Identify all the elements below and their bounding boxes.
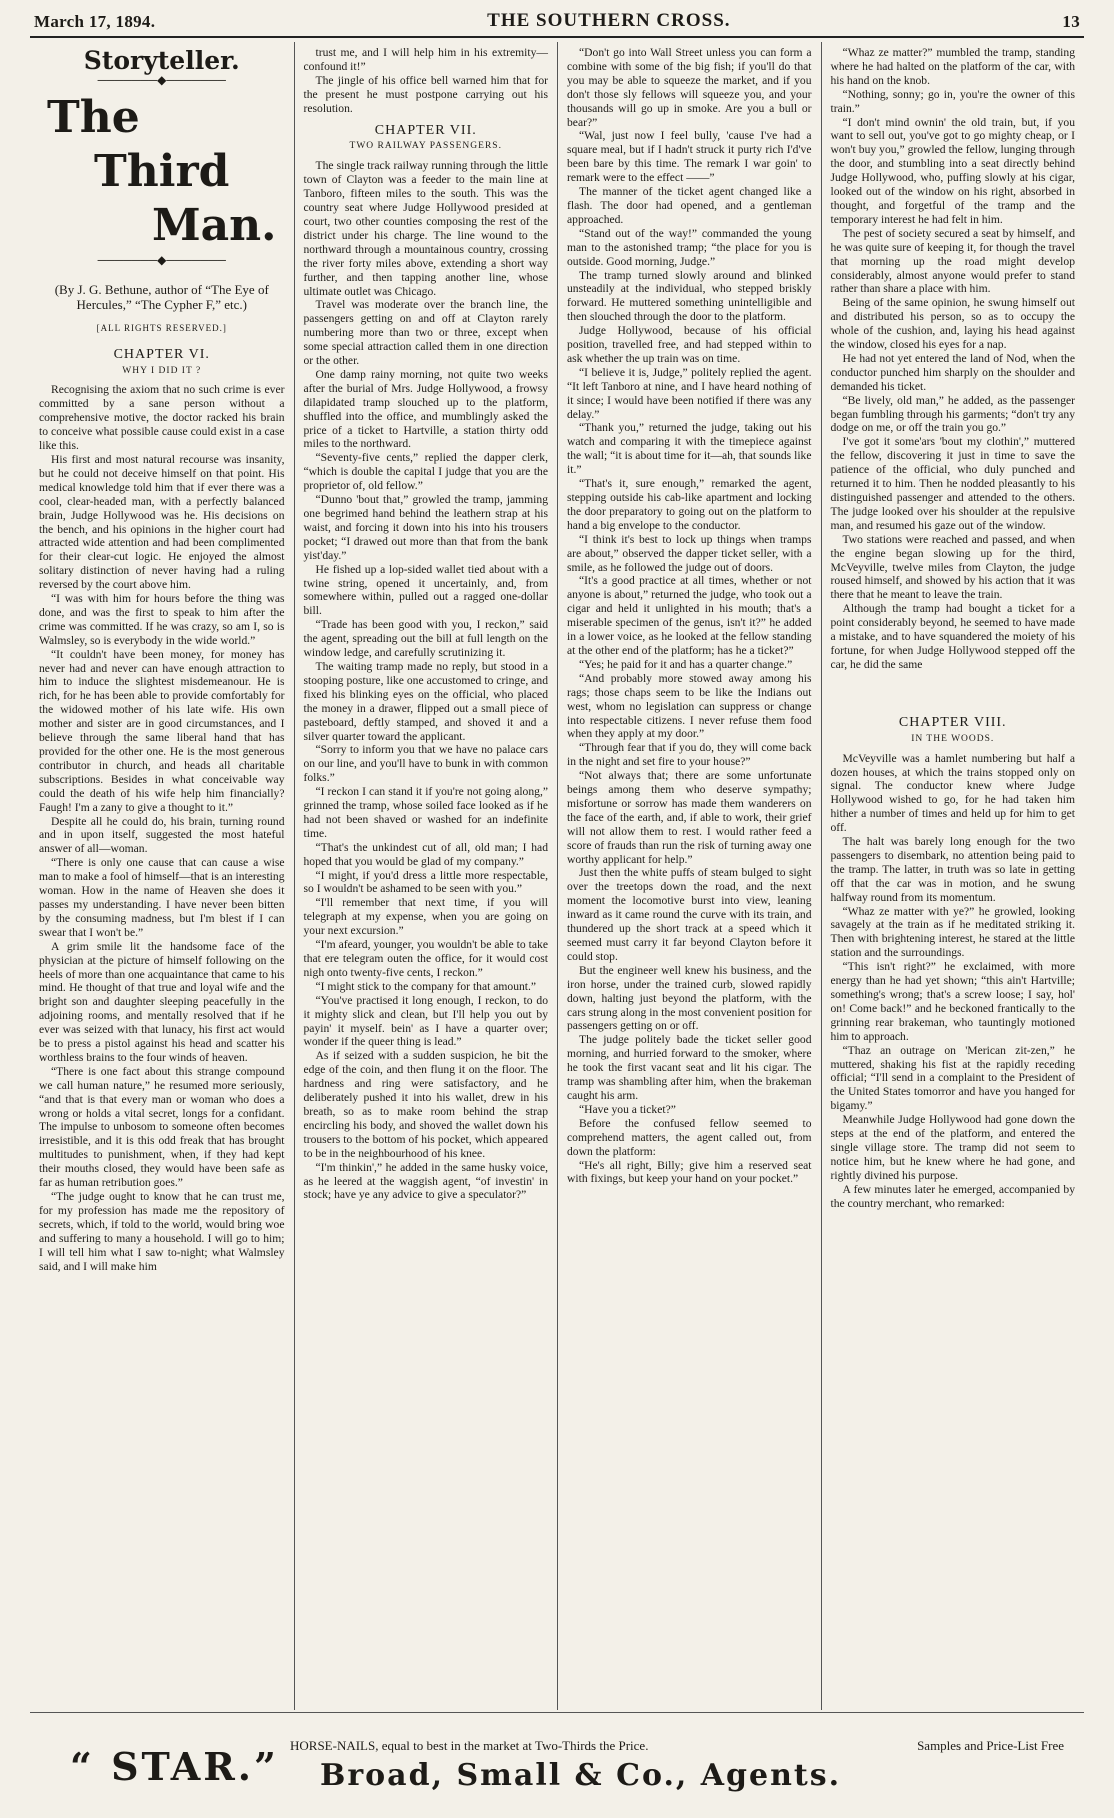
paragraph: “You've practised it long enough, I reckon, to do it mighty slick and clean, but I'll help you out by payin' it myself. bein' as I have a quarter over; wonder if the queer thing is lead.” xyxy=(303,993,548,1049)
paragraph: “Whaz ze matter?” mumbled the tramp, standing where he had halted on the platform of the car, with his hand on the knob. xyxy=(830,46,1075,87)
column-3 xyxy=(557,42,821,1710)
paragraph: “Have you a ticket?” xyxy=(579,1102,676,1116)
ad-agents: Broad, Small & Co., Agents. xyxy=(320,1758,842,1793)
paragraph: “Don't go into Wall Street unless you can form a combine with some of the big fish; if you'll do that you may be able to squeeze the market, and if you don't those sly fellows will squeeze you, and your thousands will go up in smoke. Are you a bull or bear?” xyxy=(567,46,812,129)
paragraph: “I reckon I can stand it if you're not going along,” grinned the tramp, whose soiled face looked as if he had not been shaved or washed for an indefinite time. xyxy=(303,785,548,840)
chapter-spacer xyxy=(831,672,1076,708)
paragraph: “I believe it is, Judge,” politely replied the agent. “It left Tanboro at nine, and I have heard nothing of it since; I would have been notified if there was any delay.” xyxy=(567,365,812,421)
page-number: 13 xyxy=(1062,12,1080,31)
paragraph: “I think it's best to lock up things when tramps are about,” observed the dapper ticket seller, with a smile, as he followed the judge out of doors. xyxy=(567,532,812,574)
paragraph: trust me, and I will help him in his extremity—confound it!” xyxy=(303,46,548,73)
paragraph: “That's it, sure enough,” remarked the agent, stepping outside his cab-like apartment and locking the door preparatory to going out on the platform to hand a big envelope to the conductor. xyxy=(567,477,812,532)
paragraph: He fished up a lop-sided wallet tied about with a twine string, opened it uncertainly, and, from somewhere within, pulled out a ragged one-dollar bill. xyxy=(303,562,548,618)
byline: (By J. G. Bethune, author of “The Eye of Hercules,” “The Cypher F,” etc.) xyxy=(54,281,269,312)
ornament-divider: ───────◆─────── xyxy=(97,252,226,267)
paragraph: “I might stick to the company for that amount.” xyxy=(315,979,537,993)
story-text xyxy=(39,383,285,1273)
paragraph: Judge Hollywood, because of his official position, travelled free, and had stepped within to ask whether the up train was on time. xyxy=(567,324,812,365)
paragraph: He had not yet entered the land of Nod, when the conductor punched him sharply on the shoulder and demanded his ticket. xyxy=(830,351,1075,393)
paragraph: “I might, if you'd dress a little more respectable, so I wouldn't be ashamed to be seen with you.” xyxy=(303,868,548,896)
paragraph: A few minutes later he emerged, accompanied by the country merchant, who remarked: xyxy=(830,1182,1075,1210)
newspaper-title: THE SOUTHERN CROSS. xyxy=(487,10,731,31)
paragraph: The jingle of his office bell warned him that for the present he must postpone carrying out his resolution. xyxy=(303,73,548,115)
paragraph: “Thank you,” returned the judge, taking out his watch and comparing it with the timepiece against the wall; “it is about time for it—ah, that sounds like it.” xyxy=(567,421,812,477)
chapter-subtitle: TWO RAILWAY PASSENGERS. xyxy=(349,141,502,152)
paragraph: Before the confused fellow seemed to comprehend matters, the agent called out, from down the platform: xyxy=(567,1116,812,1158)
rights-notice: [ALL RIGHTS RESERVED.] xyxy=(96,322,227,333)
paragraph: “Whaz ze matter with ye?” he growled, looking savagely at the train as if he meditated striking it. Then with brightening interest, he stared at the little station and the surroundings. xyxy=(830,904,1075,960)
paragraph: Being of the same opinion, he swung himself out and distributed his person, so as to occupy the whole of the cushion, and, laying his head against the window, closed his eyes for a nap. xyxy=(830,296,1075,352)
ad-brand: “ STAR.” xyxy=(70,1744,279,1789)
story-title-line-1: The xyxy=(47,91,140,143)
paragraph: The single track railway running through the little town of Clayton was a feeder to the main line at Tanboro, fifteen miles to the south. This was the country seat where Judge Hollywood presided at court, two other counties composing the rest of the district under his charge. The line wound to the northward through a mountainous country, crossing the river forty miles above, extending a short way further, and then tapping another line, whose ultimate outlet was Chicago. xyxy=(303,159,548,298)
paragraph: Despite all he could do, his brain, turning round and in upon itself, suggested the most hateful answer of all—woman. xyxy=(39,814,285,856)
section-heading: Storyteller. xyxy=(83,46,240,75)
paragraph: “Dunno 'bout that,” growled the tramp, jamming one begrimed hand behind the leathern strap at his waist, and forcing it down into his into his trousers pocket; “I drawed out more than that from the bank yist'day.” xyxy=(303,493,548,562)
chapter-heading: CHAPTER VIII. xyxy=(898,714,1007,730)
paragraph: Travel was moderate over the branch line, the passengers getting on and off at Clayton rarely numbering more than two or three, except when some special attraction called them in one direction or the other. xyxy=(303,298,548,368)
paragraph: “It couldn't have been money, for money has never had and never can have enough attraction to him to induce the slightest misdemeanour. He is rich, for he has been able to provide comfortably for the widowed mother of his late wife. His own mother and sister are in good circumstances, and I believe through the same liberal hand that has provided for the other one. He is the most generous contributor in church, and heads all charitable subscriptions. Besides in what conceivable way could the death of his wife help him financially? Faugh! I'm a zany to give a thought to it.” xyxy=(39,647,285,814)
paragraph: The tramp turned slowly around and blinked unsteadily at the individual, who stepped briskly forward. He muttered something unintelligible and then slouched through the door to the platform. xyxy=(567,268,812,324)
paragraph: One damp rainy morning, not quite two weeks after the burial of Mrs. Judge Hollywood, a frowsy dilapidated tramp slouched up to the platform, shuffled into the office, and mumblingly asked the price of a ticket to Hartville, a station thirty odd miles to the northward. xyxy=(303,367,548,451)
paragraph: “Nothing, sonny; go in, you're the owner of this train.” xyxy=(830,87,1075,115)
article-columns xyxy=(30,42,1084,1710)
paragraph: The waiting tramp made no reply, but stood in a stooping posture, like one accustomed to cringe, and fixed his blinking eyes on the official, who placed the money in a drawer, flipped out a small piece of pasteboard, deftly stamped, and shoved it and a silver quarter toward the applicant. xyxy=(303,659,548,743)
paragraph: “Thaz an outrage on 'Merican zit-zen,” he muttered, shaking his fist at the rapidly receding official; “I'll send in a complaint to the President of the United States tomorror and have you hanged for bigamy.” xyxy=(830,1043,1075,1113)
paragraph: The halt was barely long enough for the two passengers to disembark, no attention being paid to the tramp. The latter, in truth was so late in getting off that the car was in motion, and he swung halfway round from its momentum. xyxy=(830,835,1075,904)
paragraph: Just then the white puffs of steam bulged to sight over the treetops down the road, and the next moment the locomotive burst into view, leaning inward as it came round the curve with its train, and thundered up the short track at a speed which it seemed must carry it far beyond Clayton before it could stop. xyxy=(567,866,812,963)
column-4 xyxy=(821,42,1085,1710)
paragraph: McVeyville was a hamlet numbering but half a dozen houses, at which the trains stopped only on signal. The conductor knew where Judge Hollywood wished to go, for he had taken him hither a number of times and held up for him to get off. xyxy=(830,751,1075,835)
paragraph: But the engineer well knew his business, and the iron horse, under the trained curb, slowed rapidly down, halting just beyond the platform, with the cars strung along in the most convenient position for passengers getting on or off. xyxy=(567,963,812,1033)
paragraph: “Trade has been good with you, I reckon,” said the agent, spreading out the bill at full length on the window ledge, and carefully scrutinizing it. xyxy=(303,618,548,660)
advertisement xyxy=(30,1738,1084,1808)
paragraph: “I was with him for hours before the thing was done, and was the first to speak to him after the crime was committed. If he was crazy, so am I, so is Walmsley, so is everybody in the wide world.” xyxy=(39,592,285,647)
story-text xyxy=(567,46,812,1186)
paragraph: Meanwhile Judge Hollywood had gone down the steps at the end of the platform, and entered the single village store. The tramp did not seem to notice him, but he knew where he had gone, and rightly divined his purpose. xyxy=(830,1113,1075,1182)
chapter-heading: CHAPTER VII. xyxy=(374,122,477,138)
paragraph: “I'm afeard, younger, you wouldn't be able to take that ere telegram outen the office, for it would cost nigh onto twenty-five cents, I reckon.” xyxy=(303,938,548,979)
paragraph: “Sorry to inform you that we have no palace cars on our line, and you'll have to bunk in with common folks.” xyxy=(303,743,548,785)
footer-rule xyxy=(30,1712,1084,1713)
paragraph: “That's the unkindest cut of all, old man; I had hoped that you would be glad of my company.” xyxy=(303,840,548,868)
paragraph: “He's all right, Billy; give him a reserved seat with fixings, but keep your hand on your pocket.” xyxy=(567,1158,812,1186)
paragraph: The pest of society secured a seat by himself, and he was quite sure of keeping it, for though the travel that morning up the road might develop considerably, almost anyone would prefer to stand rather than share a place with him. xyxy=(830,226,1075,296)
chapter-heading: CHAPTER VI. xyxy=(113,346,210,362)
paragraph: His first and most natural recourse was insanity, but he could not deceive himself on that point. His medical knowledge told him that if ever there was a cool, clear-headed man, with a perfectly balanced brain, Judge Hollywood was he. His decisions on the bench, and his opinions in the higher court had attracted wide attention and had been complimented for their clear-cut logic. He enjoyed the almost solitary distinction of never having had a ruling reversed by the court above him. xyxy=(39,452,285,592)
paragraph: “Seventy-five cents,” replied the dapper clerk, “which is double the capital I judge that you are the proprietor of, old fellow.” xyxy=(303,451,548,493)
paragraph: “Be lively, old man,” he added, as the passenger began fumbling through his garments; “don't try any dodge on me, or off the train you go.” xyxy=(830,393,1075,435)
paragraph: “There is one fact about this strange compound we call human nature,” he resumed more seriously, “and that is that every man or woman who does a wrong or holds a vital secret, longs for a confidant. The impulse to unbosom to someone often becomes irresistible, and it is this odd freak that has brought multitudes to punishment, when, if they had kept their mouths closed, they would have been safe as far as human retribution goes.” xyxy=(39,1064,285,1190)
paragraph: “Wal, just now I feel bully, 'cause I've had a square meal, but if I hadn't struck it purty rich I'd've been bare by this time. The remark I war goin' to remark were to the effect ——” xyxy=(567,129,812,185)
story-title-line-2: Third xyxy=(94,145,230,197)
paragraph: “There is only one cause that can cause a wise man to make a fool of himself—that is an interesting woman. How in the name of Heaven she does it passes my understanding. I have never been bitten by the consuming madness, but I'm blest if I can swear that I won't be.” xyxy=(39,856,285,939)
paragraph: As if seized with a sudden suspicion, he bit the edge of the coin, and then flung it on the floor. The hardness and ring were satisfactory, and he deliberately pushed it into his wallet, drew in his breath, so as to make room behind the strap encircling his body, and shoved the wallet down his trousers to the bottom of his pocket, which appeared to be in the neighbourhood of his knee. xyxy=(303,1049,548,1160)
story-text xyxy=(831,46,1076,672)
ad-copy: HORSE-NAILS, equal to best in the market at Two-Thirds the Price. xyxy=(290,1738,649,1753)
chapter-subtitle: WHY I DID IT ? xyxy=(122,365,202,376)
ornament-divider: ───────◆─────── xyxy=(97,72,226,87)
story-text xyxy=(304,46,549,116)
paragraph: “And probably more stowed away among his rags; those chaps seem to be like the Indians out west, whom no legislation can suppress or change into respectable citizens. I never refuse them food when they apply at my door.” xyxy=(567,671,812,741)
paragraph: “Through fear that if you do, they will come back in the night and set fire to your house?” xyxy=(567,741,812,769)
paragraph: Although the tramp had bought a ticket for a point considerably beyond, he seemed to have made a mistake, and to have squandered the moiety of his fortune, for when Judge Hollywood stepped off the car, he did the same xyxy=(830,602,1075,671)
chapter-subtitle: IN THE WOODS. xyxy=(911,733,995,744)
ad-copy-line xyxy=(290,1738,1064,1754)
paragraph: “Stand out of the way!” commanded the young man to the astonished tramp; “the place for you is outside. Good morning, Judge.” xyxy=(567,226,812,268)
column-2 xyxy=(294,42,558,1710)
paragraph: The judge politely bade the ticket seller good morning, and hurried forward to the smoker, where he took the first vacant seat and lit his cigar. The tramp was shambling after him, when the brakeman caught his arm. xyxy=(567,1033,812,1102)
page-header xyxy=(34,6,1080,32)
paragraph: I've got it some'ars 'bout my clothin',” muttered the fellow, discovering it just in time to save the patience of the official, who duly punched and returned it to him. Then he nodded pleasantly to his distinguished passenger and attended to the others. The judge looked over his shoulder at the repulsive man, and resumed his gaze out of the window. xyxy=(830,435,1075,532)
issue-date: March 17, 1894. xyxy=(34,12,156,31)
paragraph: “The judge ought to know that he can trust me, for my profession has made me the repository of secrets, which, if told to the world, would bring woe and suffering to many a household. I will go to him; I will tell him what I saw to-night; what Walmsley said, and I will make him xyxy=(39,1190,285,1273)
header-rule xyxy=(30,36,1084,38)
story-text xyxy=(831,752,1076,1211)
paragraph: “I'm thinkin',” he added in the same husky voice, as he leered at the waggish agent, “of investin' in stock; have ye any advice to give a speculator?” xyxy=(303,1160,548,1202)
paragraph: “I don't mind ownin' the old train, but, if you want to sell out, you've got to go mighty cheap, or I won't buy you,” growled the fellow, lunging through the door, and stumbling into a seat directly behind Judge Hollywood, who, puffing slowly at his cigar, looked out of the window on his right, absorbed in thought, and forgetful of the tramp and the temporary interest he had felt in him. xyxy=(830,115,1075,226)
story-title-line-3: Man. xyxy=(151,199,277,251)
paragraph: The manner of the ticket agent changed like a flash. The door had opened, and a gentleman approached. xyxy=(567,185,812,226)
story-text xyxy=(304,159,549,1202)
paragraph: Recognising the axiom that no such crime is ever committed by a sane person without a comprehensive motive, the doctor racked his brain to conceive what possible cause could exist in a case like this. xyxy=(39,383,285,453)
paragraph: A grim smile lit the handsome face of the physician at the picture of himself following on the heels of more than one acquaintance that came to his mind. He thought of that true and loyal wife and the bright son and daughter sleeping peacefully in the adjoining rooms, and mentally resolved that if he ever was seized with that lunacy, his first act would be to press a pistol against his head and scatter his worthless brains to the four winds of heaven. xyxy=(39,939,285,1064)
paragraph: “It's a good practice at all times, whether or not anyone is about,” returned the judge, who took out a cigar and held it unlighted in his mouth; that's a miserable specimen of the genus, isn't it?” he added in a lower voice, as he looked at the fellow standing at the other end of the platform; has he a ticket?” xyxy=(567,574,812,657)
paragraph: “Not always that; there are some unfortunate beings among them who deserve sympathy; misfortune or sorrow has made them wanderers on the face of the earth, and, if able to work, their grief will not allow them to rest. I would rather feed a score of frauds than run the risk of turning away one worthy applicant for help.” xyxy=(567,769,812,866)
ad-samples: Samples and Price-List Free xyxy=(917,1738,1064,1753)
column-1 xyxy=(30,42,294,1710)
paragraph: “I'll remember that next time, if you will telegraph at my expense, when you are going on your next excursion.” xyxy=(303,896,548,938)
paragraph: Two stations were reached and passed, and when the engine began slowing up for the third, McVeyville, twelve miles from Clayton, the judge roused himself, and showed by his action that it was there that he meant to leave the train. xyxy=(830,532,1075,602)
paragraph: “Yes; he paid for it and has a quarter change.” xyxy=(579,657,793,671)
paragraph: “This isn't right?” he exclaimed, with more energy than he had yet shown; “this ain't Hartville; something's wrong; that's a screw loose; I say, hol' on! Come back!” and he beckoned frantically to the grinning rear brakeman, who tauntingly motioned him to approach. xyxy=(830,960,1075,1043)
